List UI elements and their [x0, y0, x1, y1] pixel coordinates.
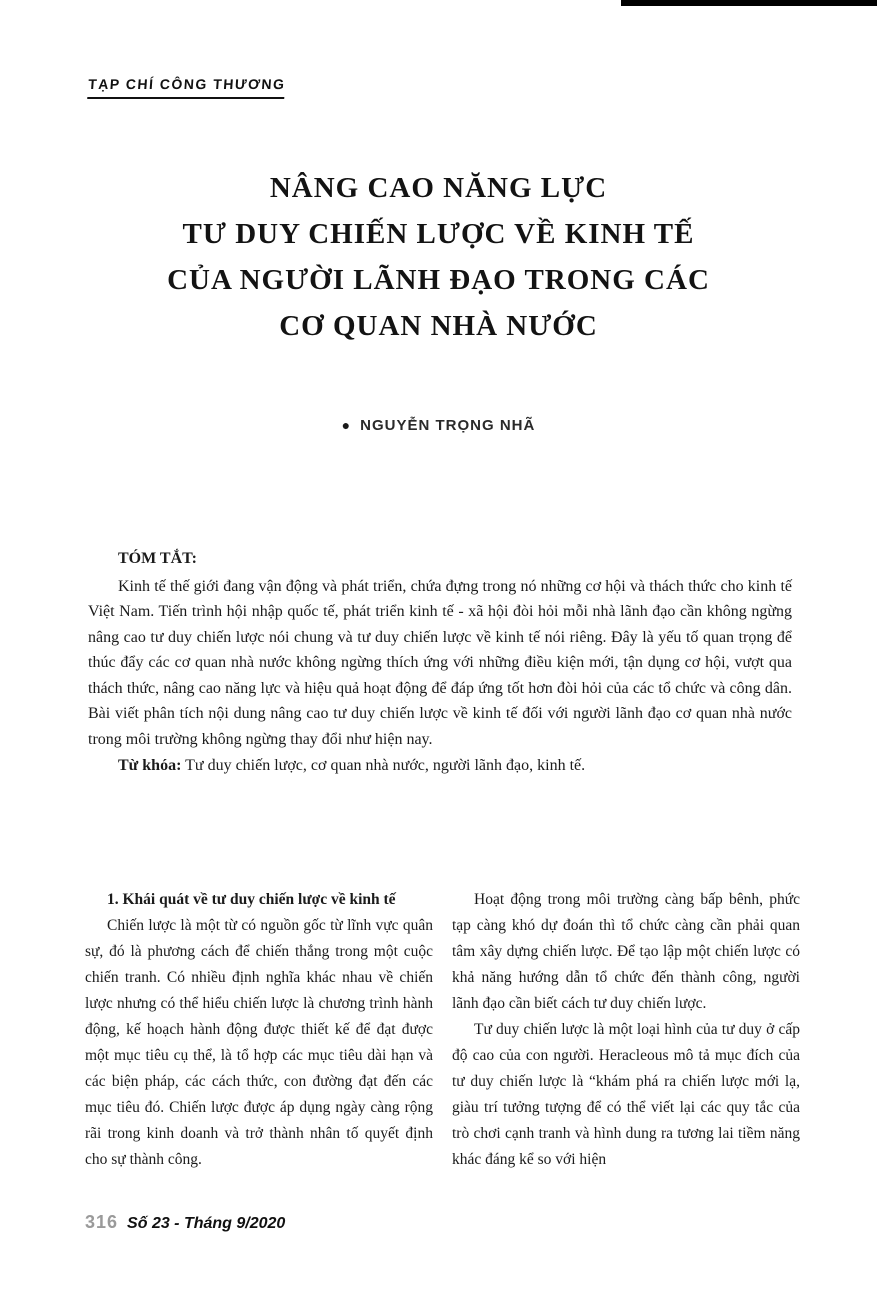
abstract-body: Kinh tế thế giới đang vận động và phát triển, chứa đựng trong nó những cơ hội và thách thức cho kinh tế Việt Nam. Tiến trình hội nhập quốc tế, phát triển kinh tế - xã hội đòi hỏi mỗi nhà lãnh đạo cần không ngừng nâng cao tư duy chiến lược nói chung và tư duy chiến lược về kinh tế nói riêng. Đây là yếu tố quan trọng để thúc đẩy các cơ quan nhà nước không ngừng thích ứng với những điều kiện mới, tận dụng cơ hội, vượt qua thách thức, nâng cao năng lực và hiệu quả hoạt động để đáp ứng tốt hơn đòi hỏi của các tổ chức và công dân. Bài viết phân tích nội dung nâng cao tư duy chiến lược về kinh tế đối với người lãnh đạo cơ quan nhà nước trong môi trường không ngừng thay đổi như hiện nay.	[88, 577, 792, 748]
page-number: 316	[85, 1212, 119, 1232]
right-column-paragraph-2: Tư duy chiến lược là một loại hình của tư duy ở cấp độ cao của con người. Heracleous mô tả mục đích của tư duy chiến lược là “khám phá ra chiến lược mới lạ, giàu trí tưởng tượng để có thể viết lại các quy tắc của trò chơi cạnh tranh và hình dung ra tương lai tiềm năng khác đáng kể so với hiện	[452, 1020, 800, 1168]
keywords-line	[88, 753, 792, 779]
scan-edge-artifact	[621, 0, 877, 6]
article-title-line-1: NÂNG CAO NĂNG LỰC	[269, 172, 608, 204]
keywords-label: Từ khóa:	[118, 757, 182, 774]
author-name: NGUYỄN TRỌNG NHÃ	[360, 417, 536, 434]
keywords-text: Tư duy chiến lược, cơ quan nhà nước, người lãnh đạo, kinh tế.	[181, 757, 586, 774]
abstract-heading: TÓM TẮT:	[118, 550, 197, 567]
author-bullet-icon: ●	[341, 417, 352, 433]
issue-info: Số 23 - Tháng 9/2020	[127, 1215, 286, 1232]
left-column-paragraph-1: Chiến lược là một từ có nguồn gốc từ lĩnh vực quân sự, đó là phương cách để chiến thắng trong một cuộc chiến tranh. Có nhiều định nghĩa khác nhau về chiến lược nhưng có thể hiểu chiến lược là chương trình hành động, kế hoạch hành động được thiết kế để đạt được một mục tiêu cụ thể, là tổ hợp các mục tiêu dài hạn và các biện pháp, các cách thức, con đường đạt đến các mục tiêu đó. Chiến lược được áp dụng ngày càng rộng rãi trong kinh doanh và trở thành nhân tố quyết định cho sự thành công.	[85, 916, 433, 1168]
article-title-line-2: TƯ DUY CHIẾN LƯỢC VỀ KINH TẾ	[182, 218, 695, 250]
body-columns	[85, 887, 800, 1173]
right-column-paragraph-1: Hoạt động trong môi trường càng bấp bênh, phức tạp càng khó dự đoán thì tổ chức càng cần phải quan tâm xây dựng chiến lược. Để tạo lập một chiến lược có khả năng hướng dẫn tổ chức đến thành công, người lãnh đạo cần biết cách tư duy chiến lược.	[452, 890, 800, 1012]
article-title-line-4: CƠ QUAN NHÀ NƯỚC	[279, 310, 598, 342]
section-heading-1: 1. Khái quát về tư duy chiến lược về kinh tế	[107, 890, 396, 908]
page-footer	[85, 1212, 285, 1233]
right-column	[452, 887, 800, 1173]
journal-name: TẠP CHÍ CÔNG THƯƠNG	[87, 76, 286, 99]
author-line	[0, 417, 877, 434]
left-column	[85, 887, 433, 1173]
article-title	[0, 165, 877, 349]
journal-header	[88, 76, 877, 99]
article-title-line-3: CỦA NGƯỜI LÃNH ĐẠO TRONG CÁC	[167, 264, 710, 296]
abstract-section	[88, 546, 792, 779]
